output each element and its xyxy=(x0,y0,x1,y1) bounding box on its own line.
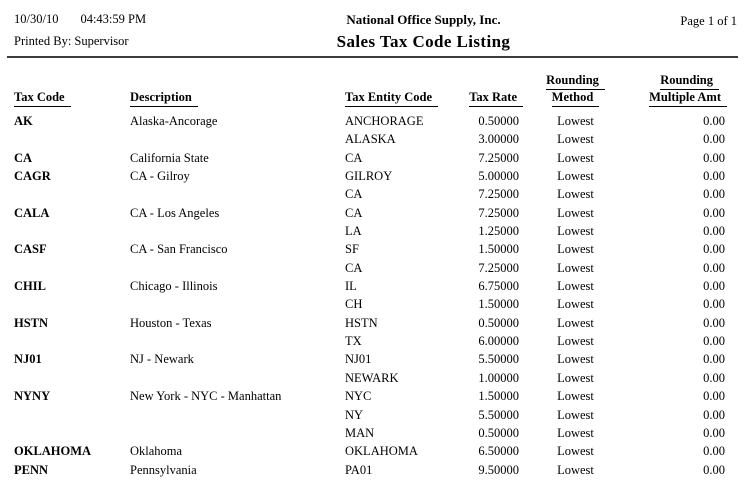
rounding-multiple-amt-cell: 0.00 xyxy=(703,297,725,312)
rounding-method-cell: Lowest xyxy=(557,205,594,220)
tax-code-cell xyxy=(14,259,130,277)
tax-code-cell: AK xyxy=(14,114,33,128)
tax-code-cell: NYNY xyxy=(14,389,51,404)
col-header-tax-rate: Tax Rate xyxy=(469,90,523,107)
header-center-block xyxy=(250,12,597,51)
col-header-rounding-multiple-line2: Multiple Amt xyxy=(649,90,727,107)
date-time-line xyxy=(14,12,250,27)
rounding-multiple-amt-cell: 0.00 xyxy=(703,279,725,294)
description-cell: New York - NYC - Manhattan xyxy=(130,389,282,404)
tax-rate-cell: 7.25000 xyxy=(478,150,519,165)
rounding-multiple-amt-cell: 0.00 xyxy=(703,224,725,239)
rounding-method-cell: Lowest xyxy=(557,297,594,312)
tax-entity-code-cell: NEWARK xyxy=(345,370,399,385)
tax-entity-code-cell: CA xyxy=(345,260,363,275)
table-row xyxy=(14,314,727,332)
tax-rate-cell: 5.00000 xyxy=(478,169,519,184)
col-header-rounding-method xyxy=(523,73,628,112)
rounding-multiple-amt-cell: 0.00 xyxy=(703,389,725,404)
tax-code-cell xyxy=(14,424,130,442)
tax-rate-cell: 5.50000 xyxy=(478,352,519,367)
description-cell xyxy=(130,369,345,387)
rounding-method-cell: Lowest xyxy=(557,352,594,367)
tax-code-cell: OKLAHOMA xyxy=(14,444,92,459)
tax-entity-code-cell: SF xyxy=(345,242,359,257)
tax-rate-cell: 6.50000 xyxy=(478,444,519,459)
tax-entity-code-cell: ANCHORAGE xyxy=(345,114,424,128)
table-row xyxy=(14,277,727,295)
table-row xyxy=(14,461,727,479)
description-cell xyxy=(130,424,345,442)
tax-entity-code-cell: HSTN xyxy=(345,315,378,330)
description-cell: CA - Los Angeles xyxy=(130,205,220,220)
col-header-rounding-multiple-amt xyxy=(628,73,727,112)
rounding-multiple-amt-cell: 0.00 xyxy=(703,114,725,128)
description-cell: CA - San Francisco xyxy=(130,242,228,257)
rounding-method-cell: Lowest xyxy=(557,407,594,422)
tax-code-table xyxy=(14,73,727,479)
rounding-method-cell: Lowest xyxy=(557,315,594,330)
tax-entity-code-cell: NYC xyxy=(345,389,372,404)
rounding-method-cell: Lowest xyxy=(557,224,594,239)
description-cell: CA - Gilroy xyxy=(130,169,190,184)
rounding-method-cell: Lowest xyxy=(557,169,594,184)
description-cell xyxy=(130,130,345,148)
rounding-multiple-amt-cell: 0.00 xyxy=(703,407,725,422)
table-row xyxy=(14,149,727,167)
tax-code-cell xyxy=(14,332,130,350)
description-cell: Pennsylvania xyxy=(130,462,197,477)
tax-rate-cell: 7.25000 xyxy=(478,187,519,202)
report-date: 10/30/10 xyxy=(14,12,59,26)
description-cell: California State xyxy=(130,150,209,165)
rounding-multiple-amt-cell: 0.00 xyxy=(703,425,725,440)
tax-code-cell: NJ01 xyxy=(14,352,42,367)
header-left-block xyxy=(14,12,250,49)
tax-rate-cell: 0.50000 xyxy=(478,315,519,330)
tax-rate-cell: 1.50000 xyxy=(478,242,519,257)
col-header-tax-code: Tax Code xyxy=(14,90,71,107)
rounding-method-cell: Lowest xyxy=(557,279,594,294)
rounding-method-cell: Lowest xyxy=(557,260,594,275)
company-name: National Office Supply, Inc. xyxy=(346,12,501,27)
table-header-row xyxy=(14,73,727,112)
printed-by-line: Printed By: Supervisor xyxy=(14,34,129,48)
rounding-multiple-amt-cell: 0.00 xyxy=(703,242,725,257)
table-body xyxy=(14,112,727,479)
description-cell: Alaska-Ancorage xyxy=(130,114,218,128)
table-row xyxy=(14,387,727,405)
col-header-rounding-multiple-line1: Rounding xyxy=(660,73,719,90)
tax-rate-cell: 0.50000 xyxy=(478,114,519,128)
rounding-method-cell: Lowest xyxy=(557,462,594,477)
rounding-multiple-amt-cell: 0.00 xyxy=(703,315,725,330)
table-row xyxy=(14,130,727,148)
col-header-description: Description xyxy=(130,90,198,107)
rounding-method-cell: Lowest xyxy=(557,334,594,349)
table-row xyxy=(14,350,727,368)
tax-entity-code-cell: GILROY xyxy=(345,169,393,184)
table-row xyxy=(14,424,727,442)
tax-rate-cell: 0.50000 xyxy=(478,425,519,440)
description-cell xyxy=(130,259,345,277)
description-cell xyxy=(130,406,345,424)
tax-code-cell xyxy=(14,222,130,240)
description-cell xyxy=(130,222,345,240)
table-row xyxy=(14,240,727,258)
tax-rate-cell: 6.00000 xyxy=(478,334,519,349)
rounding-method-cell: Lowest xyxy=(557,444,594,459)
tax-entity-code-cell: NJ01 xyxy=(345,352,372,367)
header-divider xyxy=(7,56,738,58)
rounding-multiple-amt-cell: 0.00 xyxy=(703,187,725,202)
rounding-method-cell: Lowest xyxy=(557,132,594,147)
tax-entity-code-cell: LA xyxy=(345,224,362,239)
tax-rate-cell: 1.00000 xyxy=(478,370,519,385)
tax-entity-code-cell: CA xyxy=(345,150,363,165)
tax-code-cell: CHIL xyxy=(14,279,46,294)
rounding-multiple-amt-cell: 0.00 xyxy=(703,334,725,349)
rounding-method-cell: Lowest xyxy=(557,389,594,404)
table-row xyxy=(14,332,727,350)
rounding-method-cell: Lowest xyxy=(557,150,594,165)
tax-entity-code-cell: OKLAHOMA xyxy=(345,444,418,459)
tax-code-cell xyxy=(14,295,130,313)
tax-code-cell: HSTN xyxy=(14,315,49,330)
tax-entity-code-cell: PA01 xyxy=(345,462,373,477)
tax-rate-cell: 6.75000 xyxy=(478,279,519,294)
table-row xyxy=(14,222,727,240)
rounding-multiple-amt-cell: 0.00 xyxy=(703,205,725,220)
rounding-multiple-amt-cell: 0.00 xyxy=(703,462,725,477)
tax-rate-cell: 1.50000 xyxy=(478,297,519,312)
rounding-multiple-amt-cell: 0.00 xyxy=(703,169,725,184)
tax-code-cell: CALA xyxy=(14,205,50,220)
page-number: Page 1 of 1 xyxy=(680,14,737,28)
table-row xyxy=(14,167,727,185)
tax-entity-code-cell: MAN xyxy=(345,425,375,440)
tax-code-cell: CASF xyxy=(14,242,47,257)
col-header-rounding-method-line1: Rounding xyxy=(546,73,605,90)
table-row xyxy=(14,369,727,387)
rounding-multiple-amt-cell: 0.00 xyxy=(703,132,725,147)
tax-entity-code-cell: IL xyxy=(345,279,357,294)
description-cell: Houston - Texas xyxy=(130,315,212,330)
description-cell: Oklahoma xyxy=(130,444,183,459)
tax-rate-cell: 7.25000 xyxy=(478,260,519,275)
tax-entity-code-cell: ALASKA xyxy=(345,132,396,147)
table-row xyxy=(14,112,727,130)
tax-code-cell: CAGR xyxy=(14,169,51,184)
table-row xyxy=(14,295,727,313)
rounding-method-cell: Lowest xyxy=(557,114,594,128)
rounding-method-cell: Lowest xyxy=(557,425,594,440)
tax-entity-code-cell: TX xyxy=(345,334,362,349)
description-cell xyxy=(130,295,345,313)
rounding-method-cell: Lowest xyxy=(557,187,594,202)
tax-rate-cell: 9.50000 xyxy=(478,462,519,477)
tax-rate-cell: 3.00000 xyxy=(478,132,519,147)
tax-code-cell xyxy=(14,185,130,203)
table-row xyxy=(14,185,727,203)
rounding-multiple-amt-cell: 0.00 xyxy=(703,260,725,275)
tax-code-cell: PENN xyxy=(14,462,49,477)
col-header-rounding-method-line2: Method xyxy=(552,90,600,107)
tax-code-cell xyxy=(14,406,130,424)
rounding-method-cell: Lowest xyxy=(557,242,594,257)
tax-rate-cell: 5.50000 xyxy=(478,407,519,422)
tax-code-cell xyxy=(14,130,130,148)
rounding-multiple-amt-cell: 0.00 xyxy=(703,352,725,367)
report-title: Sales Tax Code Listing xyxy=(336,32,511,51)
description-cell xyxy=(130,185,345,203)
table-row xyxy=(14,259,727,277)
rounding-multiple-amt-cell: 0.00 xyxy=(703,150,725,165)
tax-rate-cell: 1.50000 xyxy=(478,389,519,404)
description-cell: NJ - Newark xyxy=(130,352,194,367)
tax-rate-cell: 1.25000 xyxy=(478,224,519,239)
tax-rate-cell: 7.25000 xyxy=(478,205,519,220)
description-cell: Chicago - Illinois xyxy=(130,279,218,294)
rounding-multiple-amt-cell: 0.00 xyxy=(703,370,725,385)
rounding-multiple-amt-cell: 0.00 xyxy=(703,444,725,459)
report-header xyxy=(0,0,745,51)
report-time: 04:43:59 PM xyxy=(80,12,147,26)
description-cell xyxy=(130,332,345,350)
col-header-tax-entity-code: Tax Entity Code xyxy=(345,90,438,107)
tax-entity-code-cell: CA xyxy=(345,187,363,202)
tax-code-cell: CA xyxy=(14,150,33,165)
rounding-method-cell: Lowest xyxy=(557,370,594,385)
tax-entity-code-cell: CA xyxy=(345,205,363,220)
tax-entity-code-cell: CH xyxy=(345,297,363,312)
table-row xyxy=(14,442,727,460)
table-row xyxy=(14,406,727,424)
tax-entity-code-cell: NY xyxy=(345,407,364,422)
tax-code-cell xyxy=(14,369,130,387)
table-row xyxy=(14,204,727,222)
